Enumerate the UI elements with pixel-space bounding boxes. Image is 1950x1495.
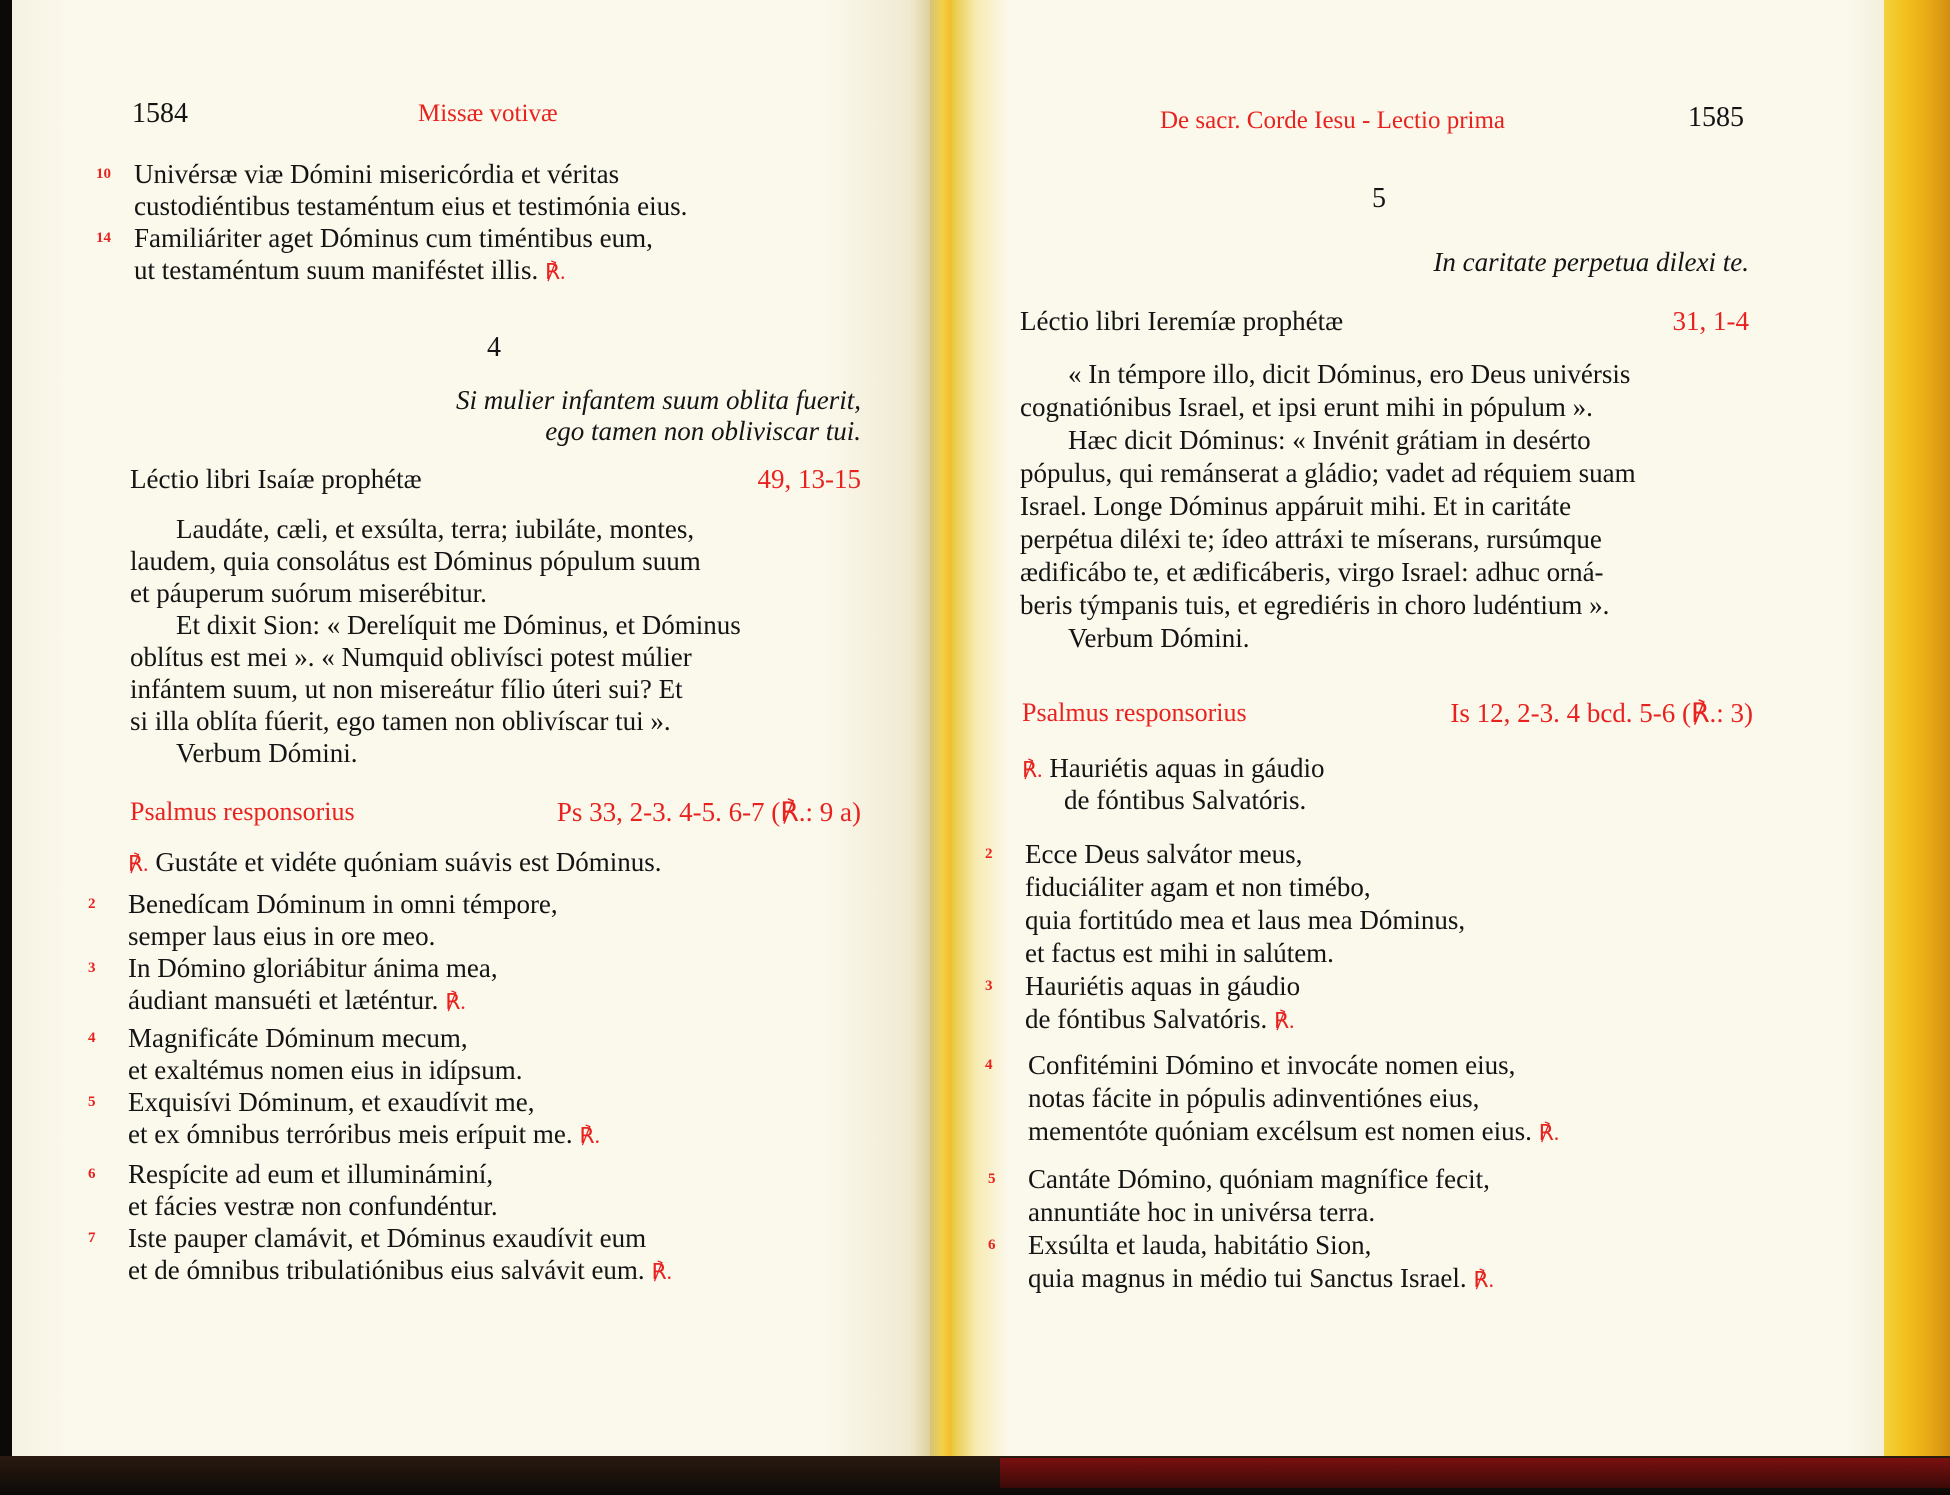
reading-line: Israel. Longe Dóminus appáruit mihi. Et in caritáte [1020, 491, 1572, 521]
psalm-title: Psalmus responsorius [1022, 698, 1247, 727]
verse-number: 6 [88, 1166, 96, 1182]
reading-line: cognatiónibus Israel, et ipsi erunt mihi in pópulum ». [1020, 392, 1593, 422]
verse-line [128, 984, 466, 1018]
verse-number: 5 [88, 1094, 96, 1110]
verse-line: Cantáte Dómino, quóniam magnífice fecit, [1028, 1164, 1490, 1194]
psalm-reference: Is 12, 2-3. 4 bcd. 5-6 (℟.: 3) [1450, 698, 1753, 728]
verse-line: Exsúlta et lauda, habitátio Sion, [1028, 1230, 1372, 1260]
motto-line: In caritate perpetua dilexi te. [1433, 247, 1749, 277]
verse-line: Magnificáte Dóminum mecum, [128, 1023, 468, 1053]
verse-line: semper laus eius in ore meo. [128, 921, 436, 951]
reading-line: oblítus est mei ». « Numquid oblivísci potest múlier [130, 642, 692, 672]
psalm-title: Psalmus responsorius [130, 797, 355, 826]
verse-number: 3 [88, 960, 96, 976]
verse-line: Confitémini Dómino et invocáte nomen eius, [1028, 1050, 1516, 1080]
book-bottom-edge-red [1000, 1458, 1950, 1488]
reading-title: Léctio libri Ieremíæ prophétæ [1020, 306, 1344, 336]
verse-line: In Dómino gloriábitur ánima mea, [128, 953, 498, 983]
right-page-number: 1585 [1688, 102, 1744, 133]
verse-number: 10 [96, 166, 111, 182]
psalm-refrain [1022, 752, 1325, 786]
refrain-text: Hauriétis aquas in gáudio [1049, 753, 1325, 783]
verse-line: Iste pauper clamávit, et Dóminus exaudívit eum [128, 1223, 647, 1253]
section-number: 5 [1372, 183, 1386, 214]
reading-line: pópulus, qui remánserat a gládio; vadet ad réquiem suam [1020, 458, 1636, 488]
verse-line: et exaltémus nomen eius in idípsum. [128, 1055, 523, 1085]
verse-text: de fóntibus Salvatóris. [1025, 1004, 1268, 1034]
response-mark: ℟. [1022, 757, 1043, 782]
verse-number: 4 [88, 1030, 96, 1046]
response-mark: ℟. [445, 989, 466, 1014]
verse-line: fiduciáliter agam et non timébo, [1025, 872, 1371, 902]
refrain-text: Gustáte et vidéte quóniam suávis est Dóminus. [155, 847, 662, 877]
verse-line: et factus est mihi in salútem. [1025, 938, 1334, 968]
verse-line: custodiéntibus testaméntum eius et testimónia eius. [134, 191, 688, 221]
verse-number: 3 [985, 978, 993, 994]
verse-number: 6 [988, 1237, 996, 1253]
response-mark: ℟. [579, 1123, 600, 1148]
reading-line: Hæc dicit Dóminus: « Invénit grátiam in desérto [1068, 425, 1591, 455]
reading-line: ædificábo te, et ædificáberis, virgo Israel: adhuc orná- [1020, 557, 1604, 587]
psalm-reference: Ps 33, 2-3. 4-5. 6-7 (℟.: 9 a) [556, 797, 861, 827]
reading-line: Verbum Dómini. [1068, 623, 1250, 653]
reading-line: si illa oblíta fúerit, ego tamen non oblivíscar tui ». [130, 706, 671, 736]
verse-line: Hauriétis aquas in gáudio [1025, 971, 1301, 1001]
reading-line: « In témpore illo, dicit Dóminus, ero Deus univérsis [1068, 359, 1631, 389]
verse-line: quia fortitúdo mea et laus mea Dóminus, [1025, 905, 1466, 935]
verse-line: Respícite ad eum et illumináminí, [128, 1159, 494, 1189]
left-page-number: 1584 [132, 98, 188, 129]
verse-line: et fácies vestræ non confundéntur. [128, 1191, 498, 1221]
reading-line: infántem suum, ut non misereátur fílio úteri sui? Et [130, 674, 683, 704]
reading-line: Et dixit Sion: « Derelíquit me Dóminus, et Dóminus [176, 610, 741, 640]
reading-line: beris týmpanis tuis, et egrediéris in choro ludéntium ». [1020, 590, 1610, 620]
response-mark: ℟. [544, 259, 566, 284]
motto-line: ego tamen non obliviscar tui. [545, 416, 861, 446]
verse-text: et de ómnibus tribulatiónibus eius salvávit eum. [128, 1255, 645, 1285]
verse-line: Familiáriter aget Dóminus cum timéntibus eum, [134, 223, 653, 253]
verse-number: 5 [988, 1171, 996, 1187]
reading-line: Laudáte, cæli, et exsúlta, terra; iubiláte, montes, [176, 514, 695, 544]
response-mark: ℟. [1473, 1267, 1494, 1292]
verse-text: áudiant mansuéti et læténtur. [128, 985, 439, 1015]
reading-line: laudem, quia consolátus est Dóminus pópulum suum [130, 546, 701, 576]
reading-reference: 49, 13-15 [757, 464, 861, 494]
verse-number: 4 [985, 1057, 993, 1073]
motto-line: Si mulier infantem suum oblita fuerit, [456, 385, 861, 415]
verse-line [1028, 1262, 1494, 1296]
verse-line: Benedícam Dóminum in omni témpore, [128, 889, 558, 919]
psalm-refrain-line: de fóntibus Salvatóris. [1064, 785, 1307, 815]
verse-text: mementóte quóniam excélsum est nomen eius. [1028, 1116, 1532, 1146]
section-number: 4 [487, 332, 501, 363]
verse-text: et ex ómnibus terróribus meis erípuit me. [128, 1119, 573, 1149]
verse-number: 2 [985, 846, 993, 862]
gilded-fore-edge [1884, 0, 1950, 1460]
reading-line: Verbum Dómini. [176, 738, 358, 768]
verse-number: 7 [88, 1230, 96, 1246]
response-mark: ℟. [1273, 1008, 1295, 1033]
verse-line: notas fácite in pópulis adinventiónes eius, [1028, 1083, 1480, 1113]
reading-line: perpétua diléxi te; ídeo attráxi te míserans, rursúmque [1020, 524, 1602, 554]
right-running-head: De sacr. Corde Iesu - Lectio prima [1160, 107, 1506, 134]
response-mark: ℟. [651, 1259, 672, 1284]
verse-line: annuntiáte hoc in univérsa terra. [1028, 1197, 1376, 1227]
verse-line [1028, 1115, 1559, 1149]
verse-line [134, 254, 566, 288]
verse-text: quia magnus in médio tui Sanctus Israel. [1028, 1263, 1467, 1293]
verse-line [1025, 1003, 1295, 1037]
response-mark: ℟. [1538, 1120, 1560, 1145]
left-running-head: Missæ votivæ [418, 100, 558, 127]
verse-line: Exquisívi Dóminum, et exaudívit me, [128, 1087, 535, 1117]
verse-line: Ecce Deus salvátor meus, [1025, 839, 1303, 869]
verse-line [128, 1118, 600, 1152]
verse-text: ut testaméntum suum maniféstet illis. [134, 255, 539, 285]
psalm-refrain [128, 846, 661, 880]
verse-number: 14 [96, 230, 111, 246]
response-mark: ℟. [128, 851, 149, 876]
reading-line: et páuperum suórum miserébitur. [130, 578, 487, 608]
verse-line: Univérsæ viæ Dómini misericórdia et véritas [134, 159, 620, 189]
reading-title: Léctio libri Isaíæ prophétæ [130, 464, 422, 494]
verse-line [128, 1254, 672, 1288]
verse-number: 2 [88, 896, 96, 912]
reading-reference: 31, 1-4 [1672, 306, 1749, 336]
